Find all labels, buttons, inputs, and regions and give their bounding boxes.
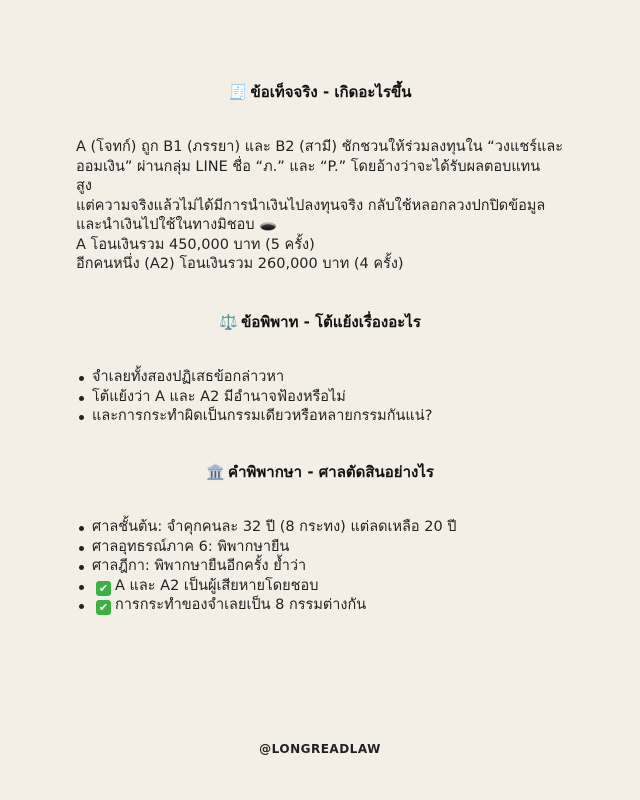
- check-mark-icon: ✔: [96, 581, 111, 596]
- facts-line: A (โจทก์) ถูก B1 (ภรรยา) และ B2 (สามี) ชักชวนให้ร่วมลงทุนใน “วงแชร์และ: [76, 139, 564, 155]
- judgment-heading: [0, 462, 640, 482]
- courthouse-icon: 🏛️: [206, 463, 225, 481]
- scales-icon: ⚖️: [219, 313, 238, 331]
- facts-line: แต่ความจริงแล้วไม่ได้มีการนำเงินไปลงทุนจริง กลับใช้หลอกลวงปกปิดข้อมูล: [76, 197, 546, 214]
- list-item: จำเลยทั้งสองปฏิเสธข้อกล่าวหา: [92, 368, 432, 388]
- list-item: ศาลอุทธรณ์ภาค 6: พิพากษายืน: [92, 538, 457, 558]
- footer-handle: @LONGREADLAW: [259, 742, 381, 756]
- dispute-list: [76, 368, 432, 427]
- facts-line: อีกคนหนึ่ง (A2) โอนเงินรวม 260,000 บาท (4 ครั้ง): [76, 256, 404, 272]
- judgment-list: [76, 518, 457, 616]
- list-item: [92, 577, 457, 597]
- list-item: และการกระทำผิดเป็นกรรมเดียวหรือหลายกรรมกันแน่?: [92, 407, 432, 427]
- facts-heading: [0, 82, 640, 102]
- check-mark-icon: ✔: [96, 600, 111, 615]
- judgment-title: คำพิพากษา - ศาลตัดสินอย่างไร: [228, 463, 434, 481]
- facts-line: และนำเงินไปใช้ในทางมิชอบ 🕳️: [76, 217, 278, 233]
- facts-line: สูง: [76, 178, 92, 194]
- receipt-icon: 🧾: [228, 83, 248, 101]
- check-item-text: A และ A2 เป็นผู้เสียหายโดยชอบ: [115, 577, 319, 594]
- list-item: โต้แย้งว่า A และ A2 มีอำนาจฟ้องหรือไม่: [92, 388, 432, 408]
- list-item: ศาลชั้นต้น: จำคุกคนละ 32 ปี (8 กระทง) แต่ลดเหลือ 20 ปี: [92, 518, 457, 538]
- check-item-text: การกระทำของจำเลยเป็น 8 กรรมต่างกัน: [115, 597, 367, 613]
- facts-line: ออมเงิน” ผ่านกลุ่ม LINE ชื่อ “ภ.” และ “P.” โดยอ้างว่าจะได้รับผลตอบแทน: [76, 158, 541, 175]
- list-item: ศาลฎีกา: พิพากษายืนอีกครั้ง ย้ำว่า: [92, 557, 457, 577]
- dispute-heading: [0, 312, 640, 332]
- facts-line: A โอนเงินรวม 450,000 บาท (5 ครั้ง): [76, 236, 315, 253]
- list-item: [92, 596, 457, 616]
- facts-title: ข้อเท็จจริง - เกิดอะไรขึ้น: [250, 83, 412, 101]
- dispute-title: ข้อพิพาท - โต้แย้งเรื่องอะไร: [241, 313, 421, 331]
- facts-paragraph: [76, 138, 576, 275]
